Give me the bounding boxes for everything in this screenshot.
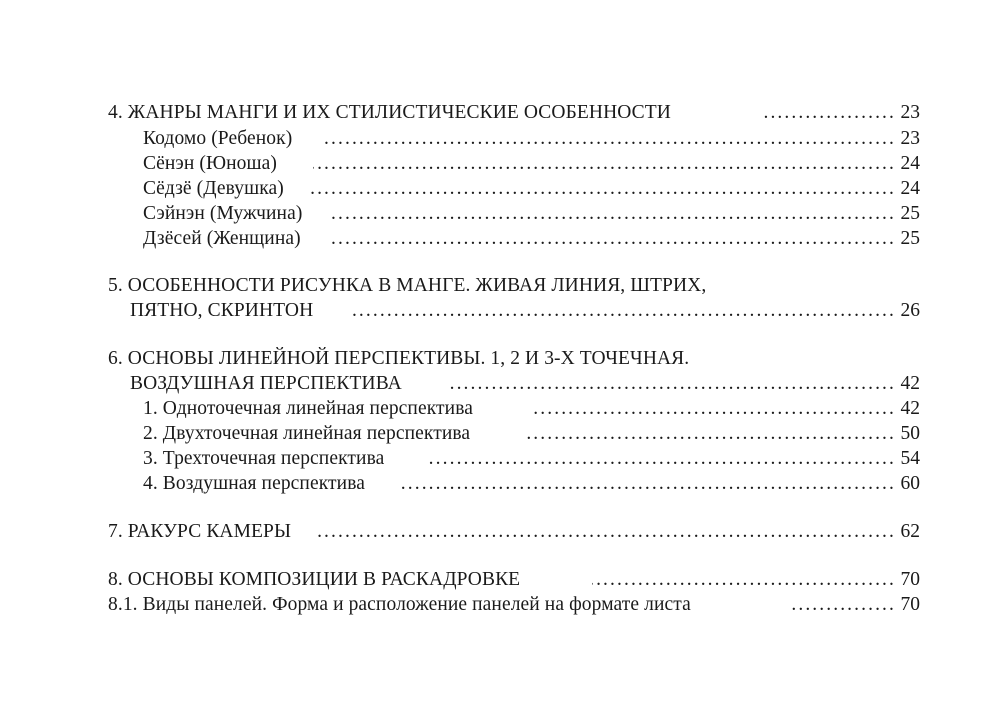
toc-entry-section-6-line1[interactable] (0, 346, 1000, 372)
toc-page-number: 42 (900, 398, 920, 419)
dot-leader (325, 126, 896, 152)
dot-leader (313, 151, 896, 177)
toc-entry-title: 5. ОСОБЕННОСТИ РИСУНКА В МАНГЕ. ЖИВАЯ ЛИНИЯ, ШТРИХ, (108, 275, 707, 296)
toc-subentry-three-point[interactable] (0, 446, 1000, 472)
dot-leader (450, 371, 896, 397)
toc-entry-title: 1. Одноточечная линейная перспектива (143, 398, 473, 419)
dot-leader (316, 519, 896, 545)
toc-entry-section-8[interactable] (0, 567, 1000, 593)
toc-entry-title: ВОЗДУШНАЯ ПЕРСПЕКТИВА (130, 373, 402, 394)
toc-entry-section-5-line1[interactable] (0, 273, 1000, 299)
toc-subentry-shojo[interactable] (0, 176, 1000, 202)
toc-subentry-shonen[interactable] (0, 151, 1000, 177)
toc-page-number: 70 (900, 594, 920, 615)
toc-entry-title: 4. ЖАНРЫ МАНГИ И ИХ СТИЛИСТИЧЕСКИЕ ОСОБЕННОСТИ (108, 102, 671, 123)
toc-entry-title: 8.1. Виды панелей. Форма и расположение панелей на формате листа (108, 594, 691, 615)
toc-entry-title: 3. Трехточечная перспектива (143, 448, 385, 469)
dot-leader (763, 100, 896, 126)
toc-page-number: 70 (900, 569, 920, 590)
toc-entry-title: 7. РАКУРС КАМЕРЫ (108, 521, 292, 542)
toc-page-number: 54 (900, 448, 920, 469)
toc-subentry-seinen[interactable] (0, 201, 1000, 227)
toc-subentry-aerial[interactable] (0, 471, 1000, 497)
toc-page-number: 42 (900, 373, 920, 394)
toc-page-number: 62 (900, 521, 920, 542)
toc-subentry-two-point[interactable] (0, 421, 1000, 447)
toc-page-number: 25 (900, 228, 920, 249)
toc-entry-title: Сёдзё (Девушка) (143, 178, 284, 199)
toc-entry-title: Кодомо (Ребенок) (143, 128, 293, 149)
toc-entry-section-7[interactable] (0, 519, 1000, 545)
toc-entry-title: Сэйнэн (Мужчина) (143, 203, 303, 224)
toc-entry-title: 8. ОСНОВЫ КОМПОЗИЦИИ В РАСКАДРОВКЕ (108, 569, 521, 590)
dot-leader (534, 396, 896, 422)
toc-page-number: 50 (900, 423, 920, 444)
toc-entry-section-5[interactable] (0, 298, 1000, 324)
dot-leader (330, 226, 896, 252)
toc-page-number: 23 (900, 128, 920, 149)
toc-entry-section-6[interactable] (0, 371, 1000, 397)
toc-entry-title: 4. Воздушная перспектива (143, 473, 365, 494)
toc-subentry-one-point[interactable] (0, 396, 1000, 422)
dot-leader (398, 471, 896, 497)
toc-entry-section-4[interactable] (0, 100, 1000, 126)
toc-entry-title: 2. Двухточечная линейная перспектива (143, 423, 471, 444)
dot-leader (592, 567, 896, 593)
toc-page-number: 24 (900, 153, 920, 174)
toc-entry-title: Дзёсей (Женщина) (143, 228, 301, 249)
dot-leader (790, 592, 896, 618)
dot-leader (525, 421, 896, 447)
toc-page-number: 24 (900, 178, 920, 199)
toc-page-number: 23 (900, 102, 920, 123)
toc-subentry-panel-types[interactable] (0, 592, 1000, 618)
toc-entry-title: 6. ОСНОВЫ ЛИНЕЙНОЙ ПЕРСПЕКТИВЫ. 1, 2 И 3-Х ТОЧЕЧНАЯ. (108, 348, 690, 369)
toc-page-number: 25 (900, 203, 920, 224)
dot-leader (308, 176, 896, 202)
dot-leader (353, 298, 896, 324)
dot-leader (428, 446, 896, 472)
toc-entry-title: ПЯТНО, СКРИНТОН (130, 300, 314, 321)
toc-entry-title: Сёнэн (Юноша) (143, 153, 277, 174)
toc-subentry-josei[interactable] (0, 226, 1000, 252)
toc-subentry-kodomo[interactable] (0, 126, 1000, 152)
toc-page-number: 60 (900, 473, 920, 494)
dot-leader (330, 201, 896, 227)
toc-page-number: 26 (900, 300, 920, 321)
